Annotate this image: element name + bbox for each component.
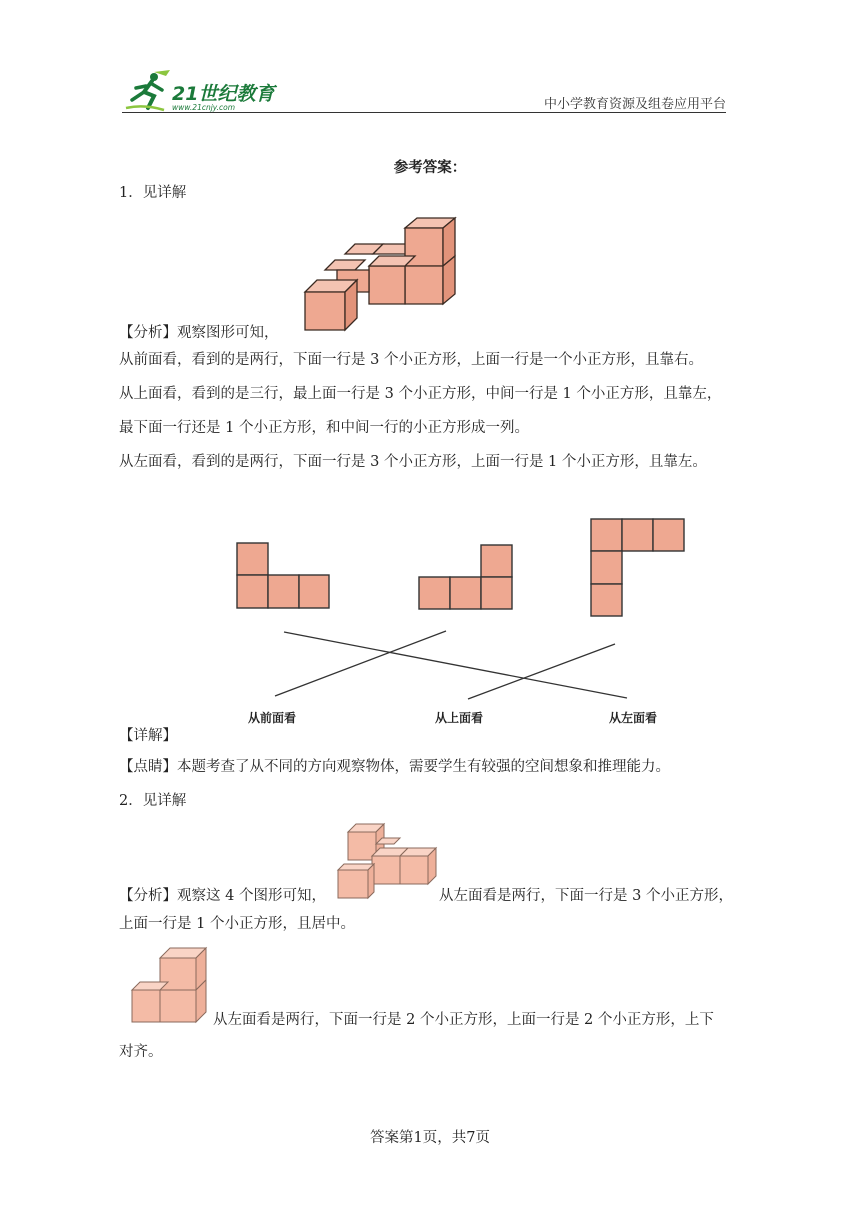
- shape-a-square: [268, 575, 299, 608]
- q1-line-3: 最下面一行还是 1 个小正方形，和中间一行的小正方形成一列。: [119, 420, 529, 436]
- matching-diagram: [230, 510, 690, 705]
- answer-title: 参考答案：: [393, 159, 467, 176]
- q2-line-2: 上面一行是 1 个小正方形，且居中。: [119, 916, 355, 932]
- cube-stack-figure: [130, 944, 210, 1024]
- q1-line-1: 从前面看，看到的是两行，下面一行是 3 个小正方形，上面一行是一个小正方形，且靠右。: [119, 352, 703, 368]
- shape-c-square: [653, 519, 684, 551]
- shape-c-square: [591, 584, 622, 616]
- q1-analysis-intro: 观察图形可知，: [177, 325, 279, 341]
- shape-c-square: [591, 551, 622, 584]
- shape-a-square: [237, 575, 268, 608]
- cube-stack-figure: [303, 214, 459, 334]
- q2-number: 2．见详解: [119, 793, 187, 809]
- shape-b-square: [481, 545, 512, 577]
- shape-a-square: [237, 543, 268, 575]
- match-label-top: 从上面看: [435, 711, 484, 725]
- q2-line-4: 对齐。: [119, 1044, 163, 1060]
- q2-analysis-label: 【分析】: [119, 888, 177, 904]
- shape-c-square: [591, 519, 622, 551]
- page-footer: 答案第1页，共7页: [370, 1130, 490, 1146]
- match-line: [275, 631, 446, 696]
- q2-line-1-rest: 从左面看是两行，下面一行是 3 个小正方形，: [439, 888, 733, 904]
- logo-text: 21世纪教育: [172, 83, 275, 105]
- runner-logo-icon: [124, 68, 176, 114]
- shape-b-square: [450, 577, 481, 609]
- logo-url: www.21cnjy.com: [172, 103, 236, 112]
- q1-number: 1．见详解: [119, 185, 187, 201]
- q2-line-3: 从左面看是两行，下面一行是 2 个小正方形，上面一行是 2 个小正方形，上下: [213, 1012, 714, 1028]
- q1-analysis-label: 【分析】: [119, 325, 177, 341]
- q1-detail-label: 【详解】: [119, 728, 177, 744]
- cube-stack-figure: [336, 820, 440, 900]
- q1-line-4: 从左面看，看到的是两行，下面一行是 3 个小正方形，上面一行是 1 个小正方形，且靠左。: [119, 454, 707, 470]
- shape-a-square: [299, 575, 329, 608]
- match-line: [284, 632, 627, 698]
- q2-analysis-intro: 观察这 4 个图形可知，: [177, 888, 326, 904]
- q1-comment-label: 【点睛】: [119, 759, 177, 775]
- match-label-front: 从前面看: [248, 711, 297, 725]
- header-rule: [122, 112, 726, 113]
- q1-line-2: 从上面看，看到的是三行，最上面一行是 3 个小正方形，中间一行是 1 个小正方形，且靠左，: [119, 386, 722, 402]
- shape-b-square: [419, 577, 450, 609]
- shape-c-square: [622, 519, 653, 551]
- q1-comment: 本题考查了从不同的方向观察物体，需要学生有较强的空间想象和推理能力。: [177, 759, 670, 775]
- header-platform: 中小学教育资源及组卷应用平台: [543, 97, 726, 112]
- match-label-left: 从左面看: [609, 711, 658, 725]
- shape-b-square: [481, 577, 512, 609]
